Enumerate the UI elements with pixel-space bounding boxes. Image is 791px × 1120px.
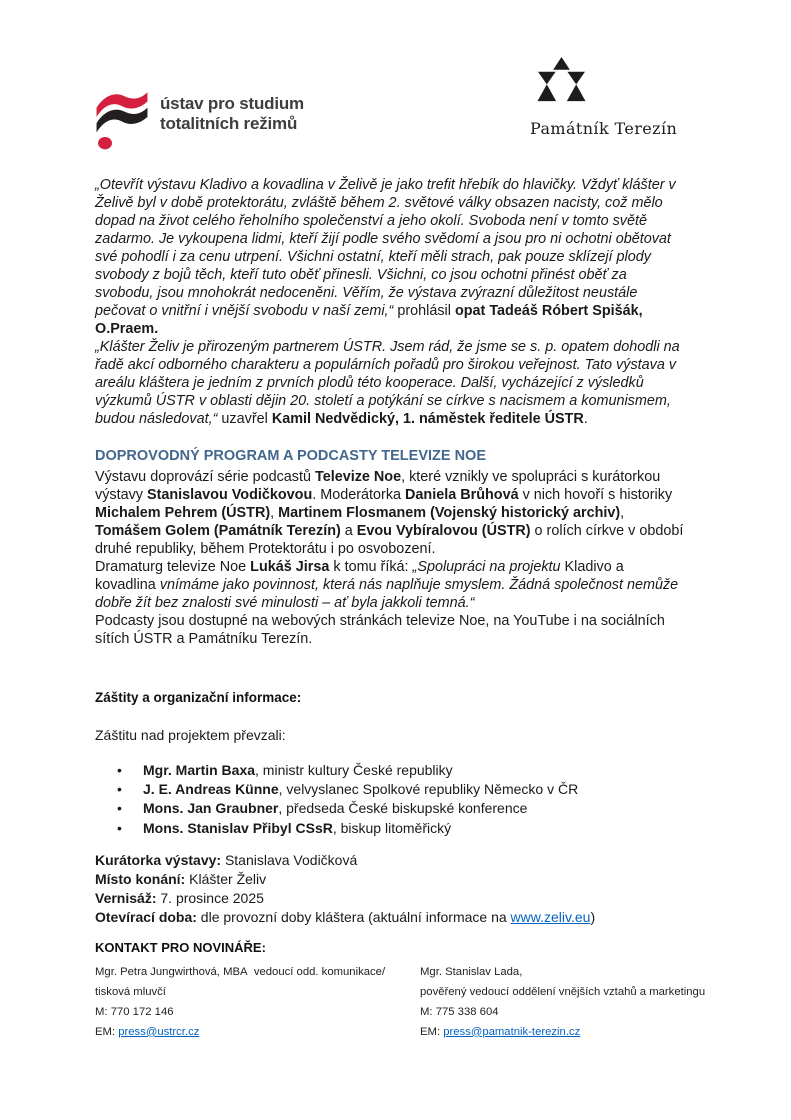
curator-line: Kurátorka výstavy: Stanislava Vodičková [95, 851, 358, 868]
opening-hours-line: Otevírací doba: dle provozní doby kláštera (aktuální informace na www.zeliv.eu) [95, 909, 596, 926]
patron-item: • Mgr. Martin Baxa, ministr kultury České republiky [117, 761, 686, 780]
terezin-logo [530, 57, 677, 138]
press-contact-section [95, 939, 706, 1042]
contact-phone-line: M: 770 172 146 [95, 1005, 174, 1018]
quote-paragraph-deputy: „Klášter Želiv je přirozeným partnerem ÚSTR. Jsem rád, že jsme se s. p. opatem dohodli na řadě akcí odborného charakteru a populárních pořadů pro širokou veřejnost. Tato výstava v areálu kláštera je jedním z prvních plodů této kooperace. Další, vycházející z výsledků výzkumů ÚSTR v oblasti dějin 20. století a potýkání se církve s nacismem a komunismem, budou následovat,“ uzavřel Kamil Nedvědický, 1. náměstek ředitele ÚSTR. [95, 339, 680, 427]
contact-right-column [420, 962, 735, 1042]
dramaturg-paragraph: Dramaturg televize Noe Lukáš Jirsa k tomu říká: „Spolupráci na projektu Kladivo a kovadlina vnímáme jako povinnost, která nás naplňuje smyslem. Žádná společnost nemůže dobře žít bez znalosti své minulosti – ať byla jakkoli temná.“ [95, 559, 679, 611]
terezin-logo-label: Památník Terezín [530, 119, 678, 138]
program-section-heading: DOPROVODNÝ PROGRAM A PODCASTY TELEVIZE NOE [95, 448, 487, 464]
contact-email-line: EM: press@pamatnik-terezin.cz [420, 1025, 581, 1038]
ustr-logo-text [160, 94, 304, 134]
contact-phone-line: M: 775 338 604 [420, 1005, 499, 1018]
event-details [95, 851, 686, 928]
availability-paragraph: Podcasty jsou dostupné na webových stránkách televize Noe, na YouTube i na sociálních sítích ÚSTR a Památníku Terezín. [95, 613, 665, 647]
document-header [0, 0, 791, 176]
document-content [0, 176, 706, 1042]
terezin-email-link[interactable]: press@pamatnik-terezin.cz [443, 1025, 581, 1038]
vernissage-line: Vernisáž: 7. prosince 2025 [95, 890, 264, 907]
contact-name-line: Mgr. Stanislav Lada, [420, 965, 523, 978]
contact-email-line: EM: press@ustrcr.cz [95, 1025, 200, 1038]
contact-section-heading: KONTAKT PRO NOVINÁŘE: [95, 939, 266, 955]
venue-line: Místo konání: Klášter Želiv [95, 871, 267, 888]
patron-item: • Mons. Jan Graubner, předseda České biskupské konference [117, 799, 686, 818]
contact-left-column [95, 962, 420, 1042]
ustr-logo-line2: totalitních režimů [160, 114, 298, 133]
ustr-waves-icon [95, 87, 149, 153]
contact-name-line: Mgr. Petra Jungwirthová, MBA vedoucí odd. komunikace/ [95, 965, 386, 978]
contact-role-line: pověřený vedoucí oddělení vnějších vztahů a marketingu [420, 985, 706, 998]
ustr-logo [95, 87, 304, 153]
contact-role-line: tisková mluvčí [95, 985, 166, 998]
org-section-heading: Záštity a organizační informace: [95, 690, 302, 705]
patron-item: • Mons. Stanislav Přibyl CSsR, biskup litoměřický [117, 819, 686, 838]
podcasts-paragraph: Výstavu doprovází série podcastů Televize Noe, které vznikly ve spolupráci s kurátorkou výstavy Stanislavou Vodičkovou. Moderátorka Daniela Brůhová v nich hovoří s historiky Michalem Pehrem (ÚSTR), Martinem Flosmanem (Vojenský historický archiv), Tomášem Golem (Památník Terezín) a Evou Vybíralovou (ÚSTR) o rolích církve v období druhé republiky, během Protektorátu i po osvobození. [95, 469, 684, 557]
patron-item: • J. E. Andreas Künne, velvyslanec Spolkové republiky Německo v ČR [117, 780, 686, 799]
ustr-logo-line1: ústav pro studium [160, 94, 304, 113]
zeliv-link[interactable]: www.zeliv.eu [510, 909, 591, 926]
quote-paragraph-abbot: „Otevřít výstavu Kladivo a kovadlina v Želivě je jako trefit hřebík do hlavičky. Vždyť klášter v Želivě byl v době protektorátu, zvláště během 2. světové války obsazen nacisty, což mělo dopad na život celého řeholního společenství a jeho okolí. Svoboda není v tomto světě zadarmo. Je vykoupena lidmi, kteří žijí podle svého svědomí a jsou pro ni ochotni obětovat své pohodlí i za cenu utrpení. Všichni ostatní, kteří měli strach, pak pouze sklízejí plody svobody z bojů těch, kteří tuto oběť přinesli. Všichni, co jsou ochotni přinést oběť za svobodu, jsou mnohokrát nedoceněni. Věřím, že výstava zvýrazní důležitost neustále pečovat o vnitřní i vnější svobodu v naší zemi,“ prohlásil opat Tadeáš Róbert Spišák, O.Praem. [95, 177, 676, 337]
contact-columns [95, 962, 735, 1042]
patronage-intro: Záštitu nad projektem převzali: [95, 727, 286, 743]
patrons-list [117, 761, 686, 838]
org-section [95, 690, 686, 928]
star-of-david-icon [534, 57, 589, 104]
ustr-email-link[interactable]: press@ustrcr.cz [118, 1025, 200, 1038]
